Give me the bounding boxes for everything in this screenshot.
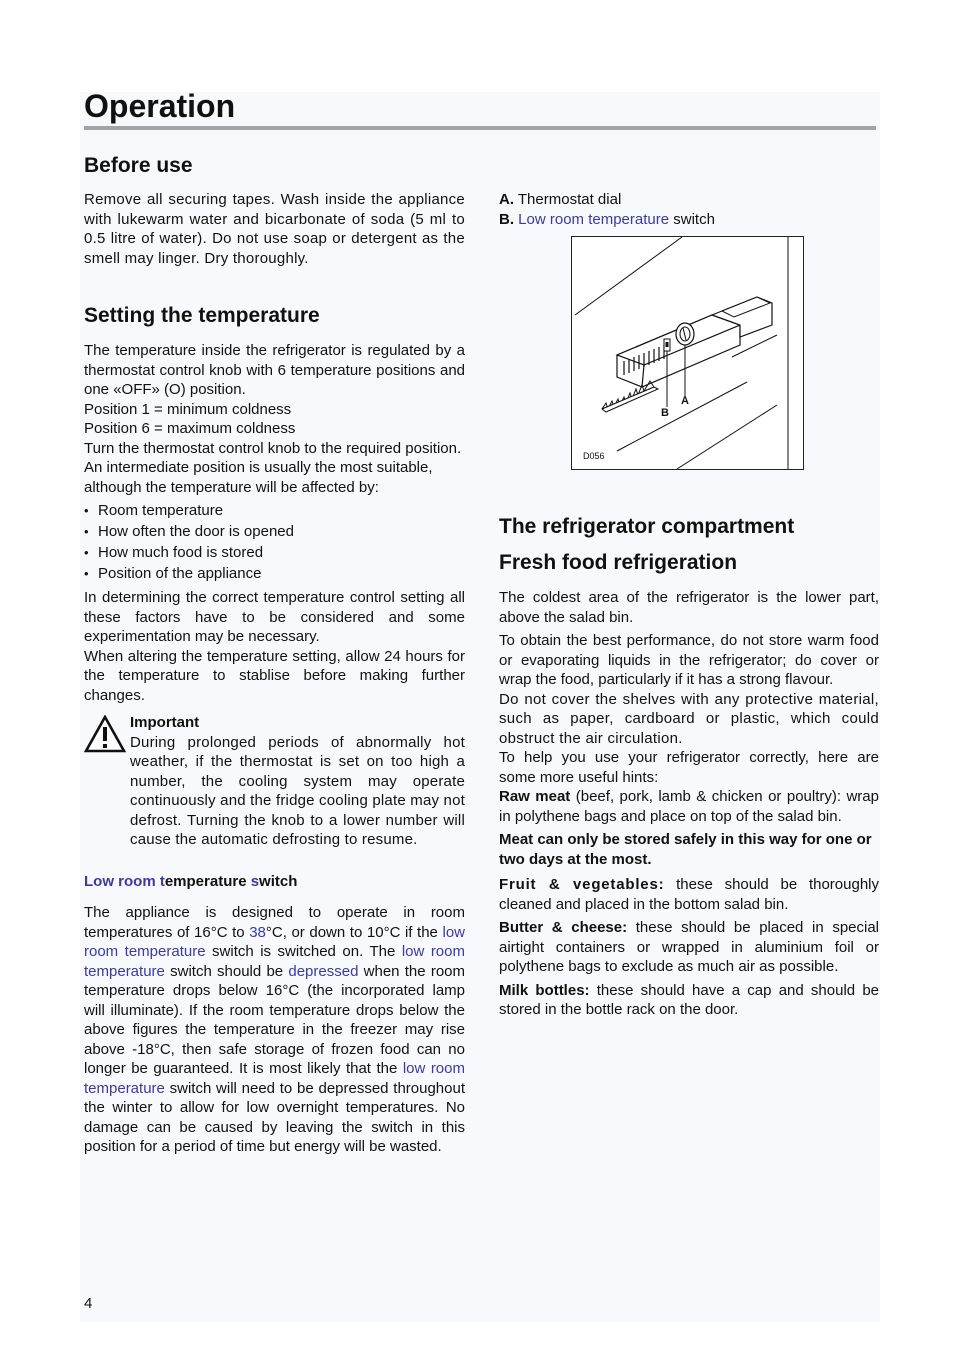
determining-text: In determining the correct temperature control setting all these factors have to be considered and some experimentation may be necessary. <box>84 589 465 645</box>
heading-segment: emperature <box>164 872 251 890</box>
important-title: Important <box>130 714 200 731</box>
label-a: A <box>681 395 689 407</box>
page-title: Operation <box>84 88 236 124</box>
meat-warning-text: Meat can only be stored safely in this way for one or two days at the most. <box>499 831 872 868</box>
legend-key: B. <box>499 210 514 228</box>
fruit-vegetables-text <box>499 875 879 914</box>
milk-bottles-text <box>499 981 879 1020</box>
text-segment: low room temperature <box>84 1060 465 1097</box>
intermediate-text: An intermediate position is usually the most suitable, although the temperature will be affected by: <box>84 459 433 496</box>
position-1-text: Position 1 = minimum coldness <box>84 400 292 418</box>
text-segment: switch is switched on. The <box>205 943 402 960</box>
thermostat-illustration <box>571 236 804 470</box>
title-divider <box>84 126 876 130</box>
text-segment: switch should be <box>164 962 289 980</box>
heading-segment: witch <box>259 872 298 890</box>
position-6-text: Position 6 = maximum coldness <box>84 420 296 437</box>
list-item: • How much food is stored <box>84 542 465 563</box>
before-use-text: Remove all securing tapes. Wash inside the appliance with lukewarm water and bicarbonate of soda (5 ml to 0.5 litre of water). Do not use soap or detergent as the smell may linger. Dry thoroughly. <box>84 191 465 267</box>
milk-label: Milk bottles: <box>499 981 590 999</box>
butter-label: Butter & cheese: <box>499 919 628 936</box>
best-performance-text: To obtain the best performance, do not store warm food or evaporating liquids in the refrigerator; do cover or wrap the food, particularly if it has a strong flavour. <box>499 632 879 688</box>
label-b: B <box>661 407 669 419</box>
fruit-body: these should be thoroughly cleaned and placed in the bottom salad bin. <box>499 876 879 913</box>
text-segment: switch will need to be depressed throughout the winter to allow for low overnight temperatures. No damage can be caused by leaving the switch in this position for a period of time but energy will be wasted. <box>84 1079 465 1155</box>
turn-knob-text: Turn the thermostat control knob to the required position. <box>84 439 462 457</box>
legend-text: Thermostat dial <box>514 191 622 208</box>
refrigerator-compartment-heading: The refrigerator compartment <box>499 515 795 538</box>
factor-list <box>84 500 465 584</box>
legend-a <box>499 190 879 210</box>
heading-segment: s <box>250 872 260 890</box>
thermostat-drawing <box>572 237 803 469</box>
raw-meat-label: Raw meat <box>499 788 571 805</box>
setting-temperature-heading: Setting the temperature <box>84 304 320 327</box>
figure-code: D056 <box>583 451 605 461</box>
milk-body: these should have a cap and should be stored in the bottle rack on the door. <box>499 981 879 1018</box>
hints-text: To help you use your refrigerator correctly, here are some more useful hints: <box>499 749 879 786</box>
low-room-switch-text <box>84 903 465 1157</box>
right-column <box>499 190 879 1020</box>
list-item: • Room temperature <box>84 500 465 521</box>
altering-text: When altering the temperature setting, allow 24 hours for the temperature to stablise before making further changes. <box>84 647 465 704</box>
butter-body: these should be placed in special airtight containers or wrapped in aluminium foil or polythene bags to exclude as much air as possible. <box>499 919 880 975</box>
page-number: 4 <box>84 1295 93 1312</box>
text-segment: depressed <box>288 962 359 980</box>
low-room-switch-heading <box>84 872 465 892</box>
fresh-food-heading: Fresh food refrigeration <box>499 551 738 574</box>
legend-key: A. <box>499 191 514 208</box>
text-segment: low room temperature <box>84 923 465 960</box>
warning-icon <box>84 715 126 753</box>
important-text: During prolonged periods of abnormally hot weather, if the thermostat is set on too high a number, the cooling system may operate continuously and the fridge cooling plate may not defrost. Turning the knob to a lower number will cause the automatic defrosting to resume. <box>130 733 466 848</box>
list-item: • How often the door is opened <box>84 521 465 542</box>
heading-segment: Low room t <box>84 872 165 890</box>
coldest-area-text: The coldest area of the refrigerator is the lower part, above the salad bin. <box>499 589 879 626</box>
thermostat-intro-text: The temperature inside the refrigerator is regulated by a thermostat control knob with 6 temperature positions and one «OFF» (O) position. <box>84 342 465 398</box>
text-segment: 38 <box>249 923 266 941</box>
important-notice <box>84 713 465 850</box>
text-segment: The appliance is designed to operate in room temperatures of 16°C to <box>84 904 465 941</box>
text-segment: when the room temperature drops below 16°C (the incorporated lamp will illuminate). If the room temperature drops below the above figures the temperature in the freezer may rise above -18°C, then safe storage of frozen food can no longer be guaranteed. It is most likely that the <box>84 962 465 1077</box>
butter-cheese-text <box>499 918 879 977</box>
left-column <box>84 152 465 1157</box>
raw-meat-text <box>499 787 879 826</box>
raw-meat-body: (beef, pork, lamb & chicken or poultry): wrap in polythene bags and place on top of the salad bin. <box>499 788 879 825</box>
legend-link-text: Low room temperature <box>518 210 670 228</box>
before-use-heading: Before use <box>84 154 193 177</box>
shelves-text: Do not cover the shelves with any protective material, such as paper, cardboard or plastic, which could obstruct the air circulation. <box>499 690 879 747</box>
legend-text: switch <box>669 210 715 228</box>
list-item: • Position of the appliance <box>84 563 465 584</box>
legend-b <box>499 210 879 230</box>
text-segment: °C, or down to 10°C if the <box>265 923 443 941</box>
text-segment: low room temperature <box>84 943 465 980</box>
fruit-label: Fruit & vegetables: <box>499 876 665 893</box>
